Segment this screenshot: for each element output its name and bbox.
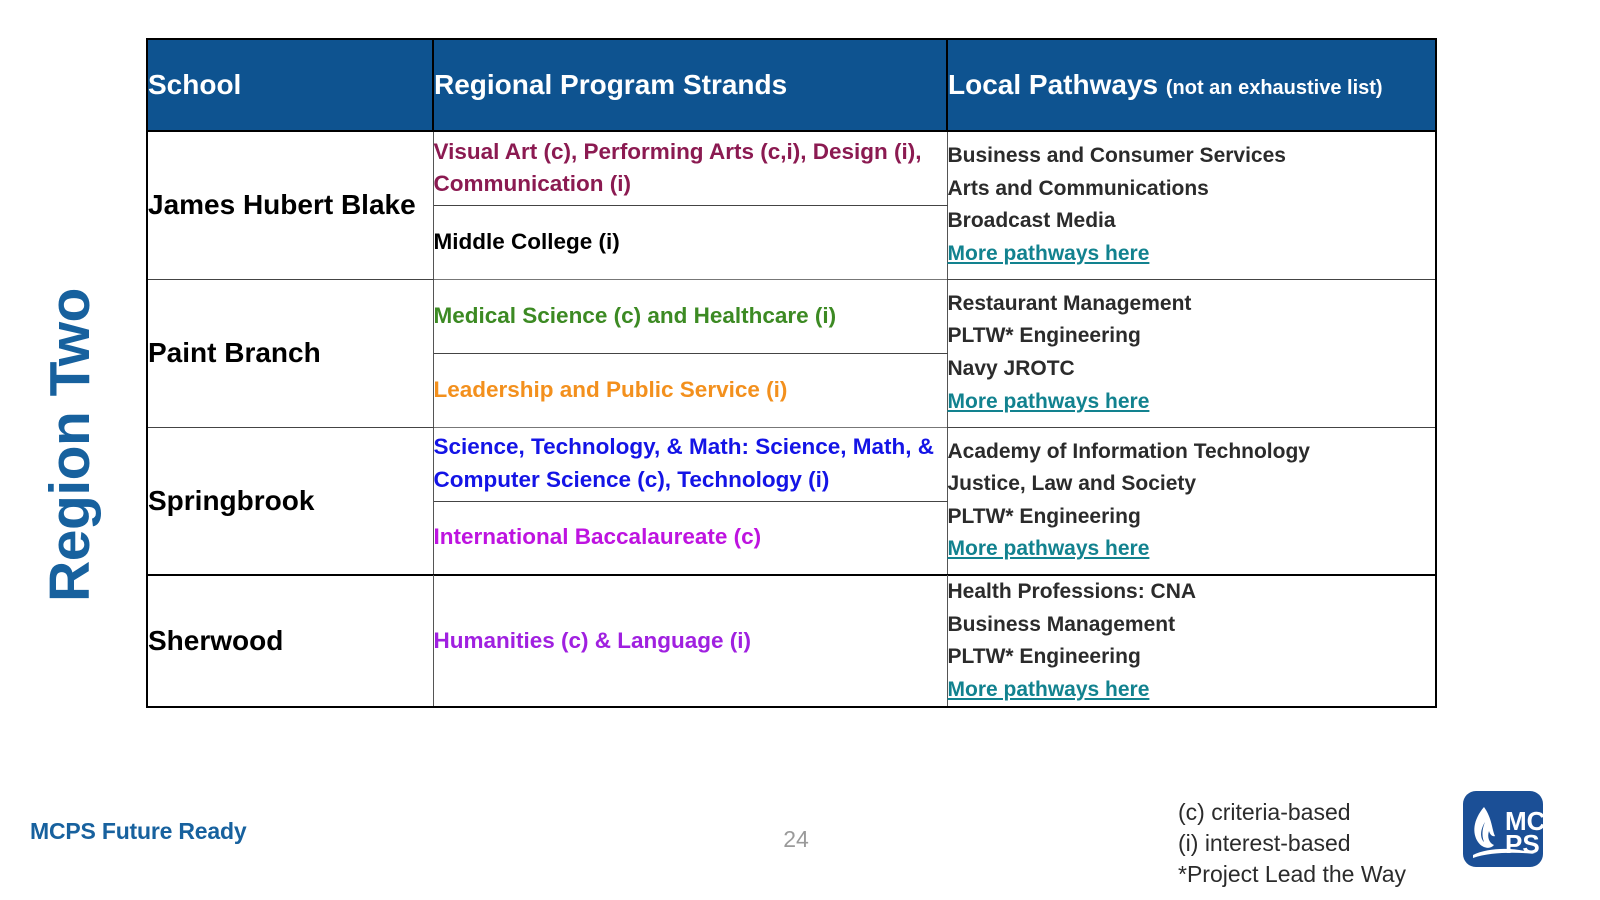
column-header-local-pathways-note: (not an exhaustive list) xyxy=(1165,76,1383,99)
mcps-logo xyxy=(1459,785,1547,873)
legend-interest-based: (i) interest-based xyxy=(1178,830,1351,857)
pathways-table xyxy=(146,38,1437,708)
table-header-row xyxy=(147,39,1436,131)
region-label-text: Region Two xyxy=(38,288,103,602)
footer-brand: MCPS Future Ready xyxy=(30,818,247,844)
pathway-item: PLTW* Engineering xyxy=(947,645,1141,669)
program-strand-cell: International Baccalaureate (c) xyxy=(433,501,947,575)
local-pathways-cell xyxy=(947,279,1436,427)
more-pathways-link[interactable]: More pathways here xyxy=(947,241,1150,265)
program-strand-cell: Science, Technology, & Math: Science, Math, & Computer Science (c), Technology (i) xyxy=(433,427,947,501)
legend-project-lead-the-way: *Project Lead the Way xyxy=(1178,861,1406,888)
local-pathways-cell xyxy=(947,131,1436,279)
column-header-local-pathways xyxy=(947,39,1436,131)
school-name-cell: Paint Branch xyxy=(147,279,433,427)
pathway-link-line xyxy=(948,674,1436,707)
pathway-item: Broadcast Media xyxy=(947,209,1116,233)
column-header-school xyxy=(147,39,433,131)
pathway-item: Justice, Law and Society xyxy=(947,472,1197,496)
pathway-item: Business and Consumer Services xyxy=(947,144,1286,168)
mcps-logo-line1: MC xyxy=(1505,806,1546,836)
local-pathways-cell xyxy=(947,575,1436,707)
school-name-cell: Springbrook xyxy=(147,427,433,575)
pathway-item: PLTW* Engineering xyxy=(947,324,1141,348)
more-pathways-link[interactable]: More pathways here xyxy=(947,389,1150,413)
column-header-strands-label: Regional Program Strands xyxy=(434,68,788,100)
column-header-strands xyxy=(433,39,947,131)
legend xyxy=(1178,797,1406,890)
more-pathways-link[interactable]: More pathways here xyxy=(947,537,1150,561)
mcps-logo-line2: PS xyxy=(1505,829,1540,859)
pathway-item: Business Management xyxy=(947,612,1176,636)
column-header-local-pathways-label: Local Pathways xyxy=(948,68,1159,100)
program-strand-cell: Visual Art (c), Performing Arts (c,i), Design (i), Communication (i) xyxy=(433,131,947,205)
pathway-item: Navy JROTC xyxy=(947,357,1075,380)
pathway-item: PLTW* Engineering xyxy=(947,504,1141,528)
program-strand-cell: Leadership and Public Service (i) xyxy=(433,353,947,427)
mcps-logo-icon xyxy=(1459,785,1547,873)
program-strand-cell: Middle College (i) xyxy=(433,205,947,279)
pathway-item: Arts and Communications xyxy=(947,176,1209,200)
school-name-cell: Sherwood xyxy=(147,575,433,707)
pathway-link-line xyxy=(948,238,1436,271)
program-strand-cell: Humanities (c) & Language (i) xyxy=(433,575,947,707)
region-label xyxy=(0,255,140,635)
pathway-item: Health Professions: CNA xyxy=(947,580,1197,603)
page-number: 24 xyxy=(783,826,809,852)
pathway-item: Restaurant Management xyxy=(947,291,1192,315)
table-row xyxy=(147,131,1436,205)
pathway-link-line xyxy=(948,386,1436,419)
program-strand-cell: Medical Science (c) and Healthcare (i) xyxy=(433,279,947,353)
pathway-link-line xyxy=(948,533,1436,566)
legend-criteria-based: (c) criteria-based xyxy=(1178,799,1351,825)
school-name-cell: James Hubert Blake xyxy=(147,131,433,279)
table-row xyxy=(147,427,1436,501)
table-row xyxy=(147,279,1436,353)
pathway-item: Academy of Information Technology xyxy=(947,439,1310,463)
local-pathways-cell xyxy=(947,427,1436,575)
column-header-school-label: School xyxy=(148,68,242,100)
more-pathways-link[interactable]: More pathways here xyxy=(947,677,1150,701)
